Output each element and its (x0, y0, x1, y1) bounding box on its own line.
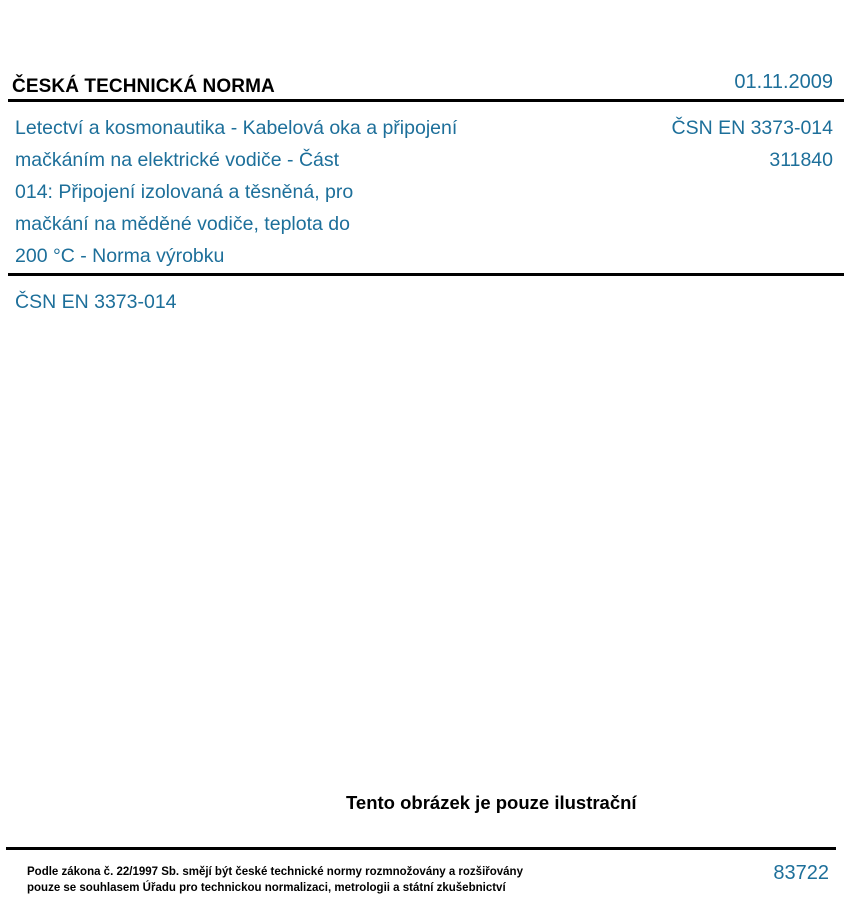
standard-title-line: 014: Připojení izolovaná a těsněná, pro (15, 181, 354, 203)
header-divider (8, 99, 844, 102)
standard-title (15, 112, 515, 272)
illustration-note: Tento obrázek je pouze ilustrační (346, 792, 637, 813)
classification-number: 311840 (769, 149, 833, 171)
standard-title-line: mačkáním na elektrické vodiče - Část (15, 149, 340, 171)
standard-code: ČSN EN 3373-014 (671, 117, 833, 139)
standard-title-line: 200 °C - Norma výrobku (15, 245, 225, 267)
footer-divider (6, 847, 836, 850)
standard-code-repeat: ČSN EN 3373-014 (15, 291, 177, 313)
standard-title-line: Letectví a kosmonautika - Kabelová oka a připojení (15, 117, 458, 139)
document-type-heading: ČESKÁ TECHNICKÁ NORMA (12, 76, 275, 97)
legal-notice-line: Podle zákona č. 22/1997 Sb. smějí být české technické normy rozmnožovány a rozšiřovány (27, 866, 523, 878)
publication-date: 01.11.2009 (734, 71, 833, 93)
legal-notice (27, 864, 523, 896)
title-divider (8, 273, 844, 276)
standard-title-line: mačkání na měděné vodiče, teplota do (15, 213, 350, 235)
catalog-number: 83722 (773, 862, 829, 884)
legal-notice-line: pouze se souhlasem Úřadu pro technickou normalizaci, metrologii a státní zkušebnictví (27, 882, 506, 894)
